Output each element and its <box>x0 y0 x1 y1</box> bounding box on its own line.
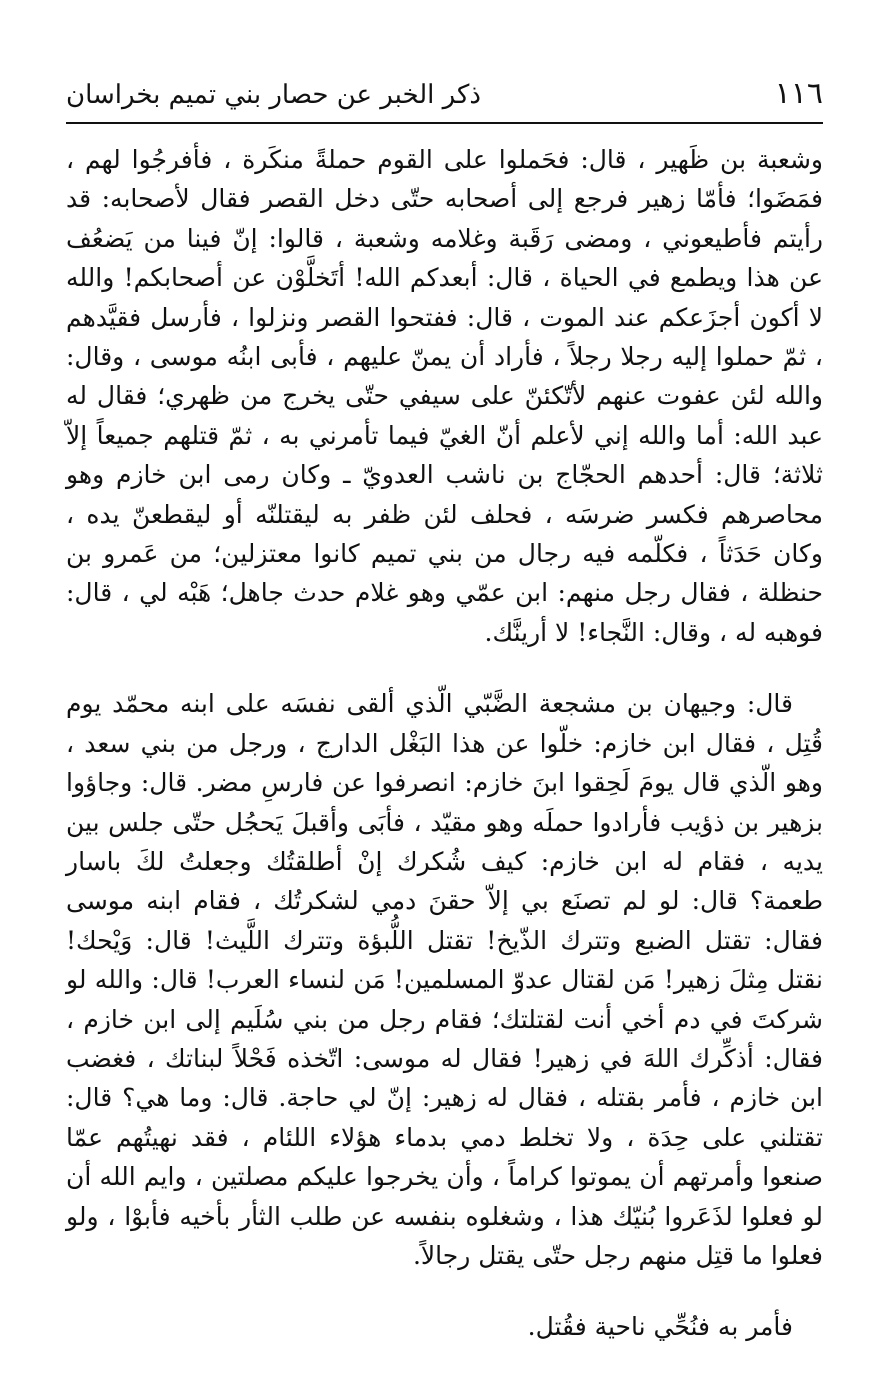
running-title: ذكر الخبر عن حصار بني تميم بخراسان <box>66 80 481 110</box>
page-number: ١١٦ <box>774 76 823 111</box>
body-text <box>66 140 823 1347</box>
paragraph: فأمر به فنُحِّي ناحية فقُتل. <box>527 1312 793 1342</box>
header-rule <box>66 122 823 124</box>
paragraph: وشعبة بن ظَهير ، قال: فحَملوا على القوم حملةً منكَرة ، فأفرجُوا لهم ، فمَضَوا؛ فأمّا زهير فرجع إلى أصحابه حتّى دخل القصر فقال لأصحابه: قد رأيتم فأطيعوني ، ومضى رَقَبة وغلامه وشعبة ، قالوا: إنّ فينا من يَضعُف عن هذا ويطمع في الحياة ، قال: أبعدكم الله! أتَخلَّوْن عن أصحابكم! والله لا أكون أجزَعكم عند الموت ، قال: ففتحوا القصر ونزلوا ، فأرسل فقيَّدهم ، ثمّ حملوا إليه رجلا رجلاً ، فأراد أن يمنّ عليهم ، فأبى ابنُه موسى ، وقال: والله لئن عفوت عنهم لأتّكئنّ على سيفي حتّى يخرج من ظهري؛ فقال له عبد الله: أما والله إني لأعلم أنّ الغيّ فيما تأمرني به ، ثمّ قتلهم جميعاً إلاّ ثلاثة؛ قال: أحدهم الحجّاج بن ناشب العدويّ ـ وكان رمى ابن خازم وهو محاصرهم فكسر ضرسَه ، فحلف لئن ظفر به ليقتلنّه أو ليقطعنّ يده ، وكان حَدَثاً ، فكلّمه فيه رجال من بني تميم كانوا معتزلين؛ من عَمرو بن حنظلة ، فقال رجل منهم: ابن عمّي وهو غلام حدث جاهل؛ هَبْه لي ، قال: فوهبه له ، وقال: النَّجاء! لا أرينَّك. <box>66 145 824 647</box>
page-header <box>66 72 823 118</box>
paragraph: قال: وجيهان بن مشجعة الضَّبّي الّذي ألقى نفسَه على ابنه محمّد يوم قُتِل ، فقال ابن خازم: خلّوا عن هذا البَغْل الدارج ، ورجل من بني سعد ، وهو الّذي قال يومَ لَحِقوا ابنَ خازم: انصرفوا عن فارسِ مضر. قال: وجاؤوا بزهير بن ذؤيب فأرادوا حملَه وهو مقيّد ، فأبَى وأقبلَ يَحجُل حتّى جلس بين يديه ، فقام له ابن خازم: كيف شُكرك إنْ أطلقتُك وجعلتُ لكَ باسار طعمة؟ قال: لو لم تصنَع بي إلاّ حقنَ دمي لشكرتُك ، فقام ابنه موسى فقال: تقتل الضبع وتترك الذّيخ! تقتل اللُّبؤة وتترك اللَّيث! قال: وَيْحك! نقتل مِثلَ زهير! مَن لقتال عدوّ المسلمين! مَن لنساء العرب! قال: والله لو شركتَ في دم أخي أنت لقتلتك؛ فقام رجل من بني سُلَيم إلى ابن خازم ، فقال: أذكِّرك اللهَ في زهير! فقال له موسى: اتّخذه فَحْلاً لبناتك ، فغضب ابن خازم ، فأمر بقتله ، فقال له زهير: إنّ لي حاجة. قال: وما هي؟ قال: تقتلني على حِدَة ، ولا تخلط دمي بدماء هؤلاء اللئام ، فقد نهيتُهم عمّا صنعوا وأمرتهم أن يموتوا كراماً ، وأن يخرجوا عليكم مصلتين ، وايم الله أن لو فعلوا لذَعَروا بُنيّك هذا ، وشغلوه بنفسه عن طلب الثأر بأخيه فأبوْا ، ولو فعلوا ما قتِل منهم رجل حتّى يقتل رجالاً. <box>66 689 824 1270</box>
